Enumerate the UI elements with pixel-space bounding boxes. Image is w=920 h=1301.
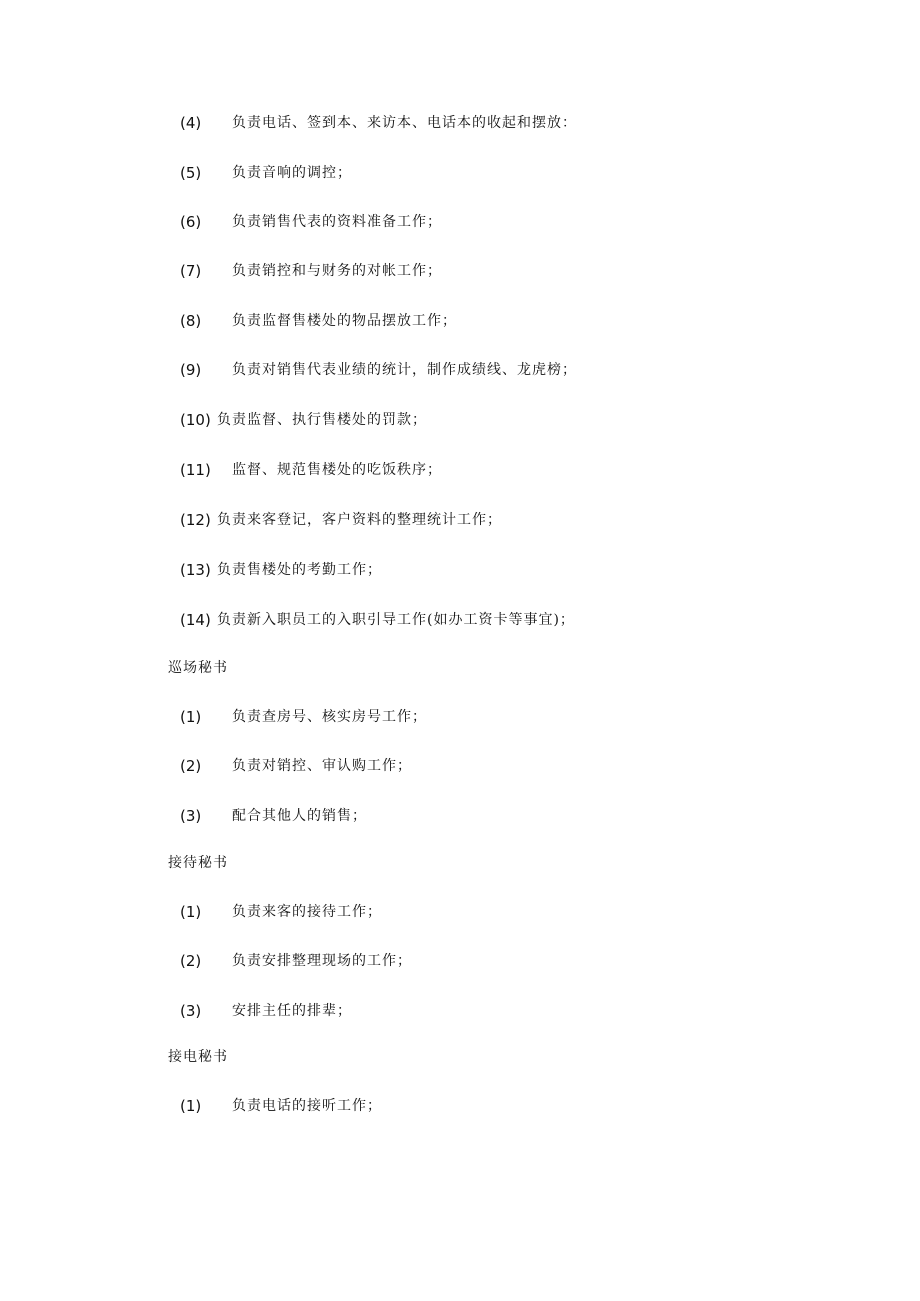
section-heading: 接待秘书 <box>168 855 228 871</box>
item-number: (14) <box>180 611 211 629</box>
section-heading: 接电秘书 <box>168 1049 228 1065</box>
item-number: (2) <box>180 952 202 970</box>
item-text: 负责监督、执行售楼处的罚款； <box>217 412 427 428</box>
item-number: (13) <box>180 561 211 579</box>
item-text: 配合其他人的销售； <box>232 808 367 824</box>
item-number: (1) <box>180 1097 202 1115</box>
item-number: (4) <box>180 114 202 132</box>
item-number: (9) <box>180 361 202 379</box>
item-text: 负责销售代表的资料准备工作； <box>232 214 442 230</box>
item-number: (11) <box>180 461 211 479</box>
item-number: (1) <box>180 708 202 726</box>
item-text: 负责来客登记，客户资料的整理统计工作； <box>217 512 502 528</box>
item-text: 负责电话的接听工作； <box>232 1098 382 1114</box>
item-text: 负责新入职员工的入职引导工作(如办工资卡等事宜)； <box>217 612 575 628</box>
item-number: (8) <box>180 312 202 330</box>
item-text: 负责对销售代表业绩的统计，制作成绩线、龙虎榜； <box>232 362 577 378</box>
item-text: 负责对销控、审认购工作； <box>232 758 412 774</box>
item-text: 负责售楼处的考勤工作； <box>217 562 382 578</box>
item-text: 负责监督售楼处的物品摆放工作； <box>232 313 457 329</box>
item-text: 安排主任的排辈； <box>232 1003 352 1019</box>
item-number: (3) <box>180 807 202 825</box>
item-text: 负责来客的接待工作； <box>232 904 382 920</box>
item-number: (5) <box>180 164 202 182</box>
item-text: 负责音响的调控； <box>232 165 352 181</box>
item-text: 负责电话、签到本、来访本、电话本的收起和摆放： <box>232 115 577 131</box>
item-number: (1) <box>180 903 202 921</box>
item-number: (12) <box>180 511 211 529</box>
item-number: (7) <box>180 262 202 280</box>
item-number: (6) <box>180 213 202 231</box>
item-text: 监督、规范售楼处的吃饭秩序； <box>232 462 442 478</box>
item-number: (2) <box>180 757 202 775</box>
item-text: 负责销控和与财务的对帐工作； <box>232 263 442 279</box>
section-heading: 巡场秘书 <box>168 660 228 676</box>
item-number: (3) <box>180 1002 202 1020</box>
item-text: 负责查房号、核实房号工作； <box>232 709 427 725</box>
item-number: (10) <box>180 411 211 429</box>
item-text: 负责安排整理现场的工作； <box>232 953 412 969</box>
